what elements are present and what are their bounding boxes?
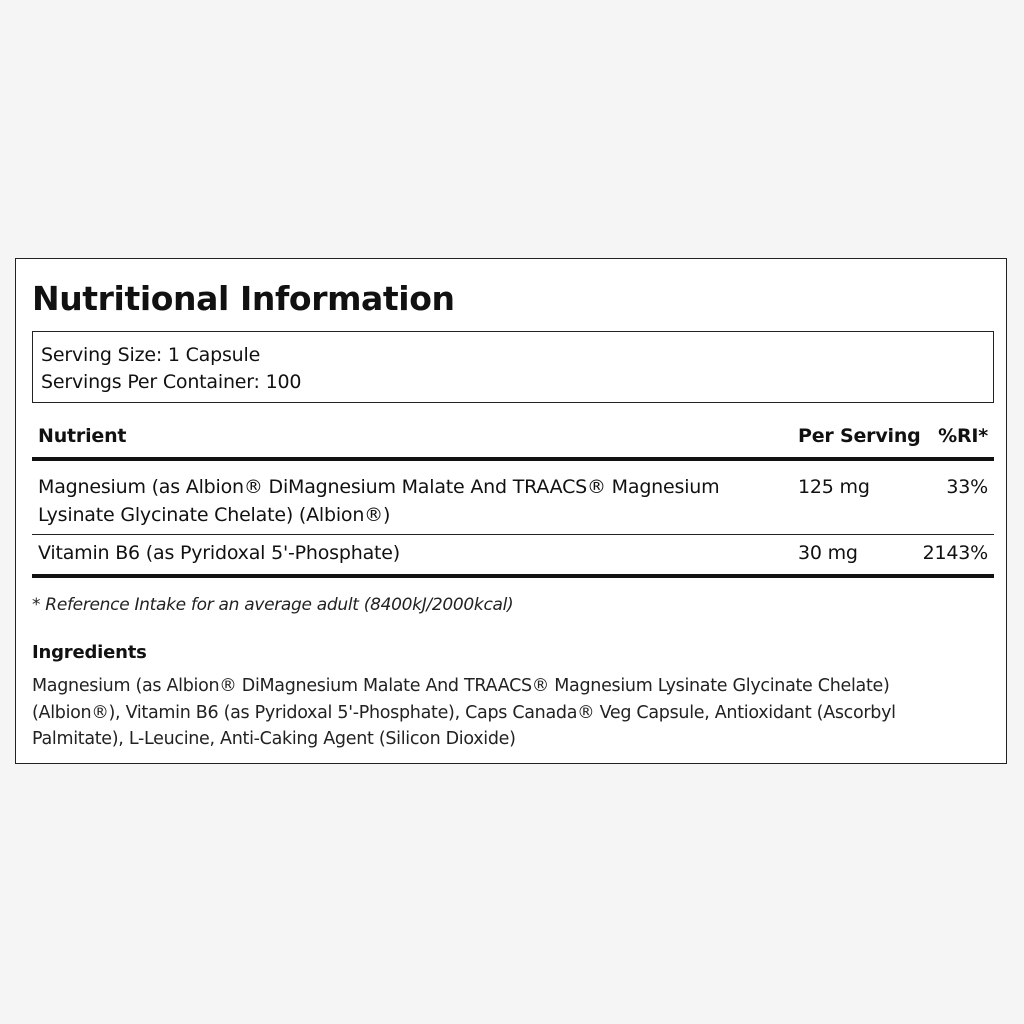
header-nutrient: Nutrient <box>38 425 127 447</box>
nutrient-ri: 33% <box>946 476 988 498</box>
label-title: Nutritional Information <box>32 279 455 318</box>
ingredients-list: Magnesium (as Albion® DiMagnesium Malate And TRAACS® Magnesium Lysinate Glycinate Chelate) (Albion®), Vitamin B6 (as Pyridoxal 5'-Phosphate), Caps Canada® Veg Capsule, Antioxidant (Ascorbyl Palmitate), L-Leucine, Anti-Caking Agent (Silicon Dioxide) <box>32 676 896 749</box>
table-row <box>32 535 994 578</box>
nutrient-name: Magnesium (as Albion® DiMagnesium Malate And TRAACS® Magnesium Lysinate Glycinate Chelate) (Albion®) <box>38 476 720 526</box>
table-row <box>32 461 994 535</box>
header-ri: %RI* <box>938 425 988 447</box>
serving-info-box <box>32 331 994 403</box>
nutrition-label <box>15 258 1007 764</box>
nutrient-ri: 2143% <box>922 542 988 564</box>
header-per-serving: Per Serving <box>798 425 921 447</box>
nutrient-amount: 30 mg <box>798 542 858 564</box>
nutrient-table-header <box>32 419 994 461</box>
ingredients-heading: Ingredients <box>32 642 147 663</box>
ri-footnote: * Reference Intake for an average adult (8400kJ/2000kcal) <box>32 595 514 615</box>
nutrient-name: Vitamin B6 (as Pyridoxal 5'-Phosphate) <box>38 542 400 564</box>
serving-size: Serving Size: 1 Capsule <box>41 344 261 366</box>
nutrient-amount: 125 mg <box>798 476 870 498</box>
servings-per-container: Servings Per Container: 100 <box>41 371 302 393</box>
